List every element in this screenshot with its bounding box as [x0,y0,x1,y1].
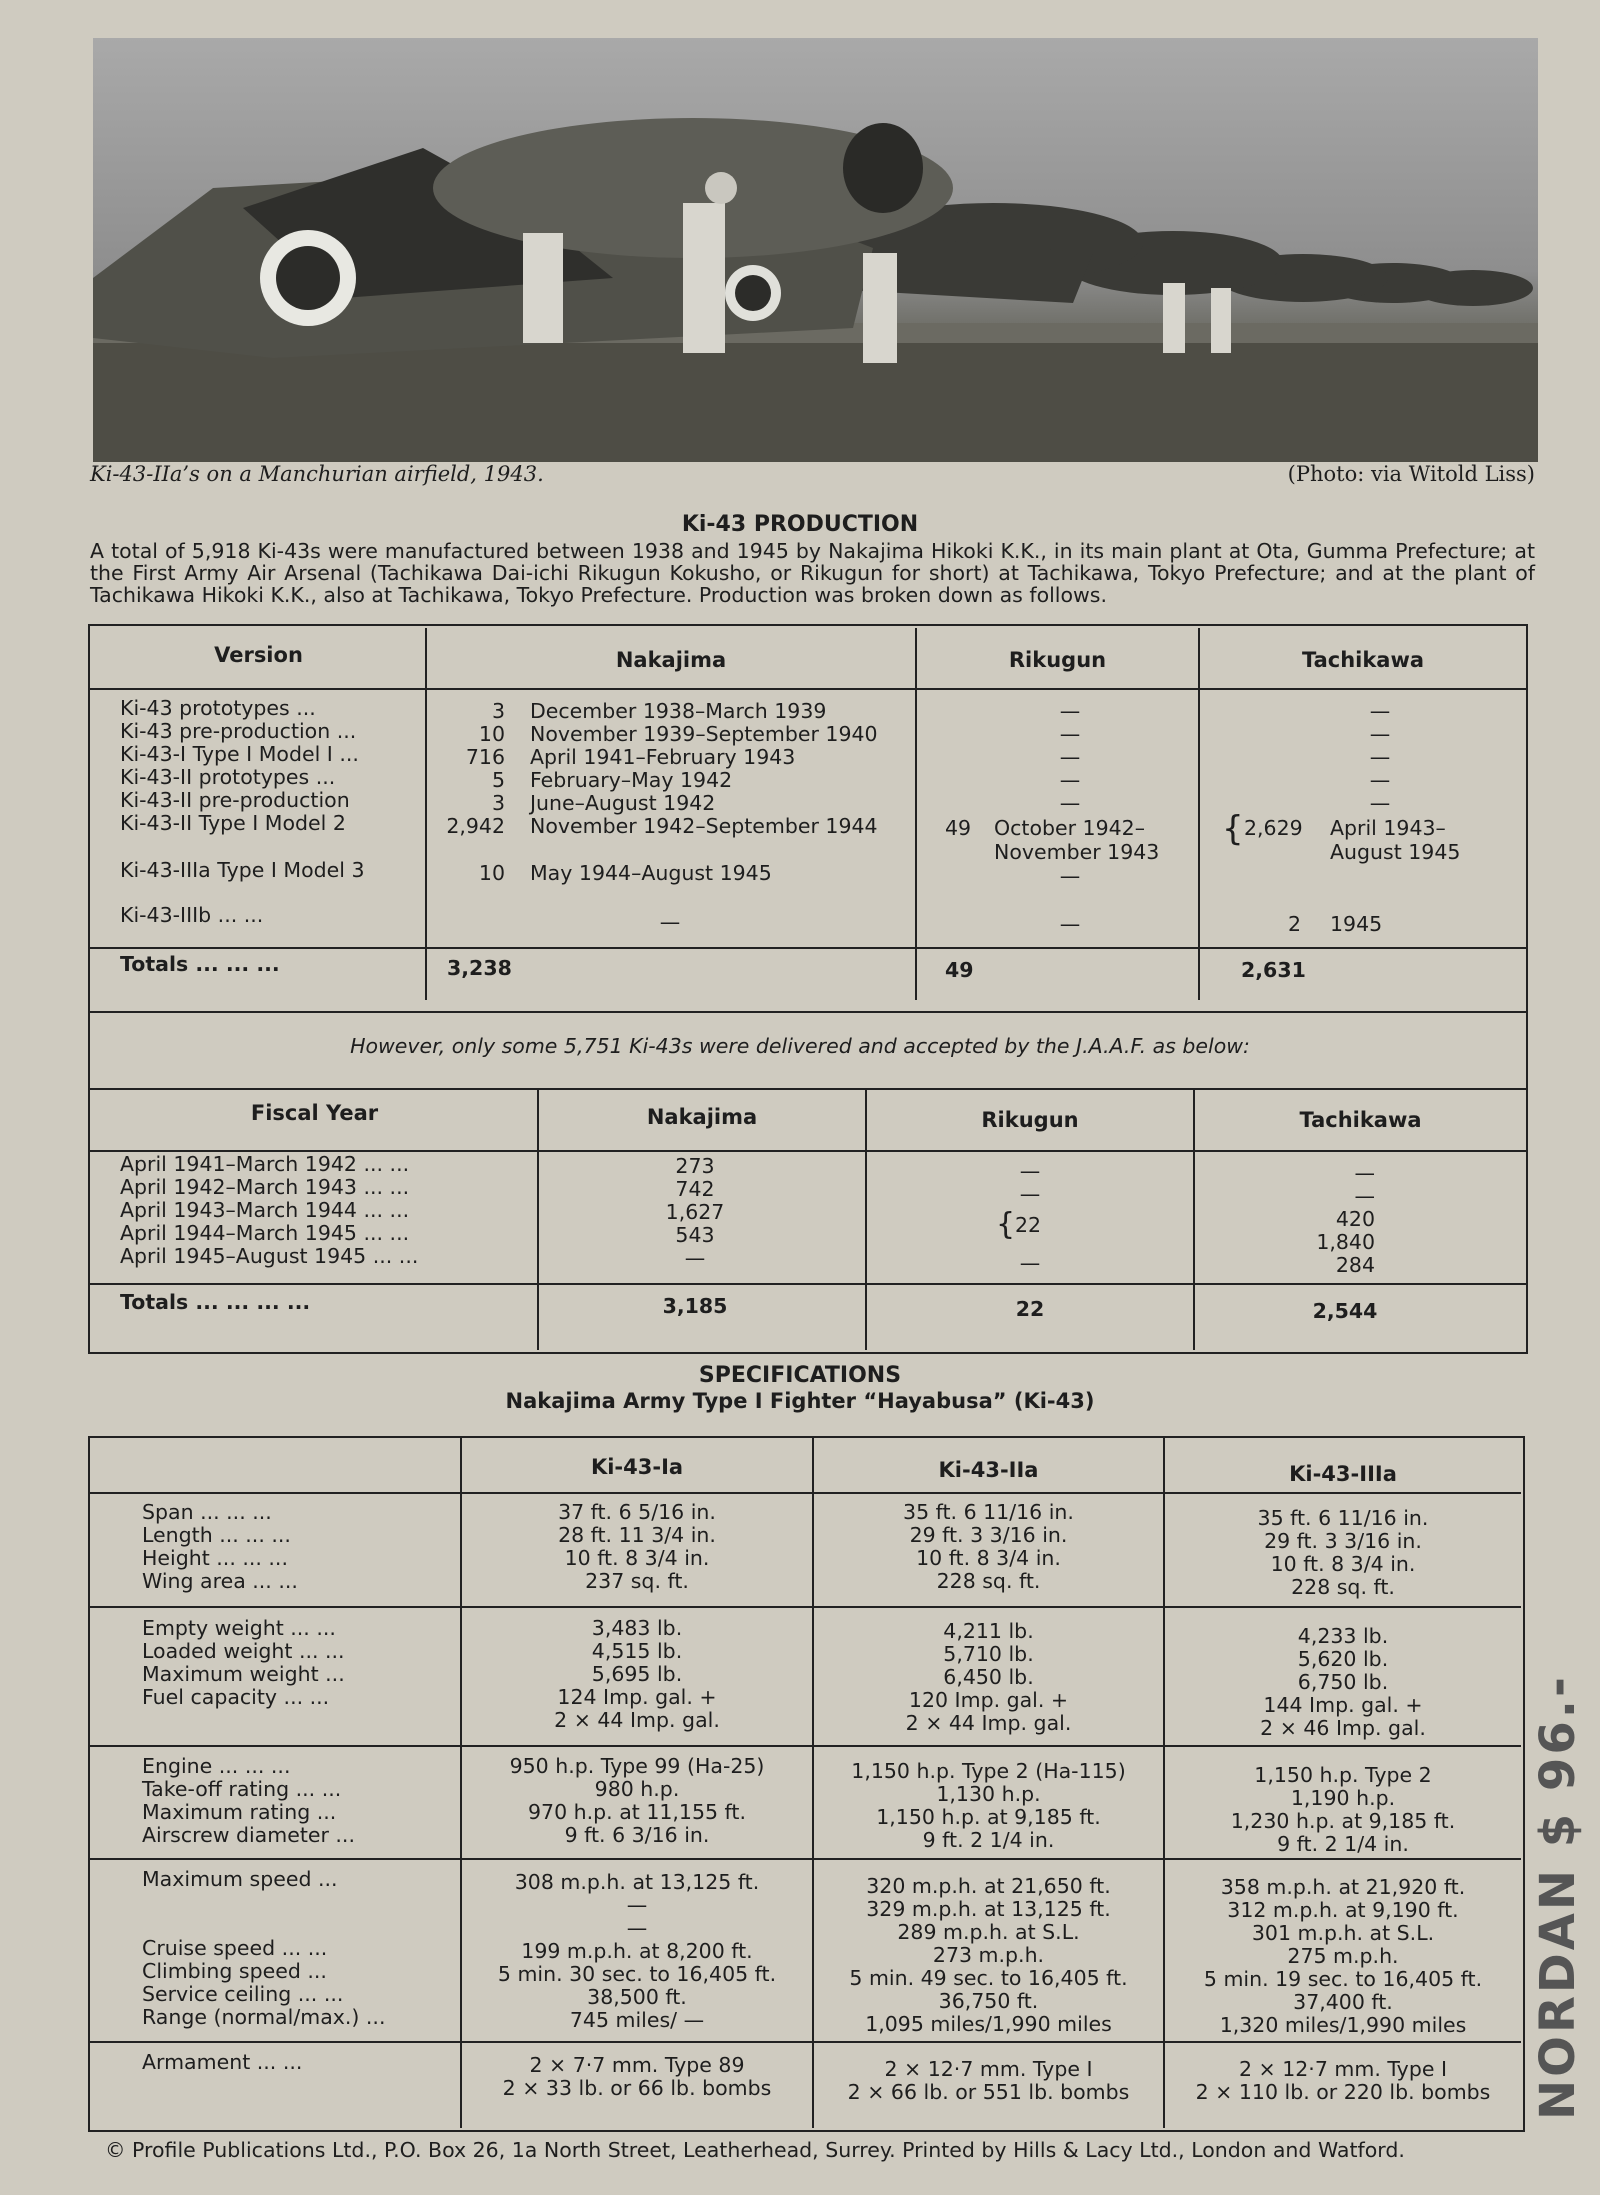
photo-credit: (Photo: via Witold Liss) [1287,462,1535,486]
spec-value: 5,695 lb. [591,1662,683,1686]
delivery-cell: 1,840 [1316,1230,1375,1254]
delivery-rikugun-qty: 22 [1015,1213,1042,1237]
publisher-footer: © Profile Publications Ltd., P.O. Box 26, 1a North Street, Leatherhead, Surrey. Printed by Hills & Lacy Ltd., London and Watford. [105,2138,1405,2162]
spec-label: Empty weight ... ... [142,1616,336,1640]
dash-cell: — [1059,791,1081,815]
spec-iiia-dimensions [1165,1507,1521,1599]
dash-cell: — [1369,768,1391,792]
spec-value: 9 ft. 2 1/4 in. [1277,1832,1409,1856]
nakajima-qty-list [430,700,505,885]
tachikawa-dash-list [1340,700,1420,815]
spec-value: 745 miles/ — [569,2008,705,2032]
fiscal-year-row: April 1941–March 1942 ... ... [120,1152,410,1176]
spec-label: Cruise speed ... ... [142,1936,328,1960]
delivery-cell: 1,627 [665,1200,725,1224]
spec-value: 312 m.p.h. at 9,190 ft. [1227,1898,1459,1922]
spec-value: 308 m.p.h. at 13,125 ft. [514,1870,760,1894]
dash-cell: — [1369,699,1391,723]
col-header-delivery-rikugun: Rikugun [981,1108,1079,1132]
delivery-cell: — [1354,1184,1375,1208]
version-row: Ki-43-II prototypes ... [120,765,336,789]
col-header-delivery-tachikawa: Tachikawa [1299,1108,1422,1132]
spec-value: 1,150 h.p. Type 2 (Ha-115) [851,1759,1126,1783]
spec-value: 980 h.p. [594,1777,680,1801]
price-stamp: NORDAN $ 96.- [1530,1674,1586,2120]
spec-label: Fuel capacity ... ... [142,1685,330,1709]
spec-label: Service ceiling ... ... [142,1982,344,2006]
spec-value: 4,211 lb. [943,1619,1034,1643]
spec-label: Wing area ... ... [142,1569,298,1593]
fiscal-year-row: April 1943–March 1944 ... ... [120,1198,410,1222]
tachikawa-qty: 2,629 [1244,816,1303,840]
nakajima-iiib-dash: — [659,910,681,934]
spec-label: Loaded weight ... ... [142,1639,345,1663]
spec-labels-weights [142,1617,345,1709]
col-header-ki43-ia: Ki-43-Ia [590,1455,684,1479]
spec-iia-armament [814,2058,1163,2104]
spec-label: Climbing speed ... [142,1959,327,1983]
spec-value: 5,710 lb. [943,1642,1034,1666]
delivery-cell: — [1354,1161,1375,1185]
spec-value: 301 m.p.h. at S.L. [1251,1921,1435,1945]
rikugun-iiia-dash: — [1059,864,1081,888]
rikugun-dash-list [1030,700,1110,815]
period-cell: April 1941–February 1943 [530,745,796,769]
spec-ia-performance [462,1871,812,2032]
spec-value: 1,130 h.p. [936,1782,1041,1806]
nakajima-period-list [530,700,878,885]
spec-ia-engine [462,1755,812,1847]
spec-label: Range (normal/max.) ... [142,2005,386,2029]
spec-labels-engine [142,1755,355,1847]
spec-value: 10 ft. 8 3/4 in. [564,1546,710,1570]
fiscal-year-row: April 1944–March 1945 ... ... [120,1221,410,1245]
delivery-rikugun-brace: { [996,1207,1016,1242]
spec-label: Engine ... ... ... [142,1754,291,1778]
tachikawa-iiib-qty: 2 [1288,912,1302,936]
production-totals-label: Totals ... ... ... [120,952,280,976]
version-row: Ki-43-IIIa Type I Model 3 [120,858,365,882]
spec-value: 35 ft. 6 11/16 in. [903,1500,1074,1524]
delivery-cell: — [1019,1159,1041,1183]
spec-label: Maximum weight ... [142,1662,345,1686]
spec-value: 320 m.p.h. at 21,650 ft. [866,1874,1111,1898]
tachikawa-iiib-year: 1945 [1330,912,1383,936]
col-header-rikugun: Rikugun [1008,648,1107,672]
spec-value: 1,320 miles/1,990 miles [1219,2013,1467,2037]
tachikawa-period-1: April 1943– [1330,816,1446,840]
spec-iiia-armament [1165,2058,1521,2104]
spec-value: 1,150 h.p. Type 2 [1254,1763,1432,1787]
spec-value: 4,233 lb. [1297,1624,1389,1648]
qty-cell: 3 [491,791,505,815]
spec-value: 29 ft. 3 3/16 in. [909,1523,1068,1547]
version-row: Ki-43-IIIb ... ... [120,903,264,927]
version-row: Ki-43-II pre-production [120,788,350,812]
dash-cell: — [1369,791,1391,815]
spec-value: 329 m.p.h. at 13,125 ft. [866,1897,1111,1921]
spec-value: 199 m.p.h. at 8,200 ft. [521,1939,753,1963]
production-title: Ki-43 PRODUCTION [681,512,919,537]
spec-value: 10 ft. 8 3/4 in. [916,1546,1061,1570]
fiscal-year-row: April 1945–August 1945 ... ... [120,1244,419,1268]
version-row: Ki-43-II Type I Model 2 [120,811,346,835]
spec-value: 358 m.p.h. at 21,920 ft. [1220,1875,1466,1899]
spec-iiia-engine [1165,1764,1521,1856]
delivery-totals-label: Totals ... ... ... ... [120,1290,311,1314]
spec-value: 1,230 h.p. at 9,185 ft. [1230,1809,1456,1833]
dash-cell: — [1059,768,1081,792]
spec-value: 970 h.p. at 11,155 ft. [528,1800,746,1824]
spec-labels-dimensions [142,1501,298,1593]
qty-cell: 716 [465,745,505,769]
spec-value: — [626,1916,648,1940]
qty-cell: 3 [491,699,505,723]
spec-ia-weights [462,1617,812,1732]
spec-iia-dimensions [814,1501,1163,1593]
col-header-version: Version [214,643,303,667]
rikugun-period-1: October 1942– [994,816,1145,840]
period-cell: November 1942–September 1944 [530,814,878,838]
spec-value: 2 × 46 Imp. gal. [1260,1716,1426,1740]
spec-value: 5 min. 49 sec. to 16,405 ft. [849,1966,1128,1990]
col-header-delivery-nakajima: Nakajima [646,1105,758,1129]
delivery-cell: 742 [675,1177,715,1201]
col-header-ki43-iia: Ki-43-IIa [938,1458,1039,1482]
spec-value: 2 × 33 lb. or 66 lb. bombs [502,2076,772,2100]
spec-value: 228 sq. ft. [1291,1575,1395,1599]
spec-label: Height ... ... ... [142,1546,288,1570]
qty-cell: 10 [478,722,505,746]
tachikawa-brace: { [1222,809,1244,849]
specs-title: SPECIFICATIONS [698,1363,902,1388]
spec-value: 37 ft. 6 5/16 in. [558,1500,716,1524]
production-total-rikugun: 49 [945,958,974,982]
period-cell: November 1939–September 1940 [530,722,878,746]
spec-value: — [626,1893,648,1917]
delivery-total-nakajima: 3,185 [662,1294,728,1318]
period-cell: June–August 1942 [530,791,716,815]
spec-label: Maximum rating ... [142,1800,337,1824]
qty-cell: 2,942 [446,814,505,838]
spec-iia-engine [814,1760,1163,1852]
spec-value: 9 ft. 2 1/4 in. [922,1828,1055,1852]
airfield-photo [93,38,1538,462]
version-row: Ki-43-I Type I Model I ... [120,742,359,766]
spec-iiia-performance [1165,1876,1521,2037]
spec-value: 4,515 lb. [591,1639,683,1663]
spec-value: 144 Imp. gal. + [1263,1693,1423,1717]
spec-iia-weights [814,1620,1163,1735]
delivery-cell: 543 [675,1223,715,1247]
tachikawa-period-2: August 1945 [1330,840,1461,864]
delivered-note: However, only some 5,751 Ki-43s were delivered and accepted by the J.A.A.F. as below: [350,1034,1250,1058]
spec-iia-performance [814,1875,1163,2036]
delivery-cell: — [1019,1182,1041,1206]
version-list [120,697,365,927]
delivery-cell: 284 [1335,1253,1375,1277]
spec-value: 120 Imp. gal. + [908,1688,1069,1712]
qty-cell: 10 [478,861,505,885]
production-total-nakajima: 3,238 [447,956,512,980]
spec-value: 38,500 ft. [587,1985,687,2009]
col-header-fiscal-year: Fiscal Year [250,1101,379,1125]
version-row: Ki-43 prototypes ... [120,696,316,720]
spec-value: 10 ft. 8 3/4 in. [1270,1552,1416,1576]
spec-value: 1,190 h.p. [1290,1786,1396,1810]
spec-labels-performance [142,1868,385,2029]
spec-value: 35 ft. 6 11/16 in. [1257,1506,1429,1530]
fiscal-year-row: April 1942–March 1943 ... ... [120,1175,410,1199]
spec-value: 5,620 lb. [1297,1647,1389,1671]
production-intro: A total of 5,918 Ki-43s were manufactured between 1938 and 1945 by Nakajima Hikoki K.K., in its main plant at Ota, Gumma Prefecture; at the First Army Air Arsenal (Tachikawa Dai-ichi Rikugun Kokusho, or Rikugun for short) at Tachikawa, Tokyo Prefecture; and at the plant of Tachikawa Hikoki K.K., also at Tachikawa, Tokyo Prefecture. Production was broken down as follows. [90,539,1535,607]
spec-value: 6,750 lb. [1297,1670,1389,1694]
spec-value: 273 m.p.h. [932,1943,1045,1967]
col-header-ki43-iiia: Ki-43-IIIa [1289,1462,1397,1486]
spec-value: 950 h.p. Type 99 (Ha-25) [509,1754,765,1778]
aircraft-lineup-illustration [93,38,1538,462]
spec-value: 1,150 h.p. at 9,185 ft. [876,1805,1101,1829]
spec-value: 289 m.p.h. at S.L. [897,1920,1080,1944]
rikugun-iiib-dash: — [1059,912,1081,936]
spec-value: 237 sq. ft. [585,1569,689,1593]
period-cell: May 1944–August 1945 [530,861,772,885]
spec-label: Span ... ... ... [142,1500,272,1524]
spec-value: 5 min. 19 sec. to 16,405 ft. [1203,1967,1483,1991]
spec-value: 2 × 66 lb. or 551 lb. bombs [847,2080,1130,2104]
rikugun-qty: 49 [945,816,972,840]
spec-ia-armament [462,2054,812,2100]
spec-value: 124 Imp. gal. + [557,1685,717,1709]
spec-value: 29 ft. 3 3/16 in. [1264,1529,1422,1553]
fiscal-year-list [120,1153,418,1268]
qty-cell: 5 [491,768,505,792]
spec-value: 9 ft. 6 3/16 in. [564,1823,710,1847]
spec-value: 275 m.p.h. [1287,1944,1399,1968]
col-header-tachikawa: Tachikawa [1301,648,1425,672]
spec-value: 28 ft. 11 3/4 in. [558,1523,716,1547]
delivery-total-rikugun: 22 [1015,1297,1045,1321]
dash-cell: — [1369,745,1391,769]
production-total-tachikawa: 2,631 [1241,958,1306,982]
delivery-cell: — [684,1246,706,1270]
spec-value: 228 sq. ft. [936,1569,1041,1593]
spec-label: Armament ... ... [142,2050,303,2074]
delivery-cell: 420 [1335,1207,1375,1231]
spec-value: 37,400 ft. [1293,1990,1393,2014]
spec-value: 5 min. 30 sec. to 16,405 ft. [497,1962,777,1986]
delivery-nakajima-list [640,1155,750,1270]
spec-value: 2 × 110 lb. or 220 lb. bombs [1195,2080,1491,2104]
specs-subtitle: Nakajima Army Type I Fighter “Hayabusa” (Ki-43) [505,1389,1095,1413]
rikugun-period-2: November 1943 [994,840,1160,864]
spec-label: Airscrew diameter ... [142,1823,355,1847]
spec-value: 2 × 44 Imp. gal. [905,1711,1072,1735]
spec-value: 3,483 lb. [591,1616,683,1640]
spec-value: 36,750 ft. [938,1989,1039,2013]
spec-ia-dimensions [462,1501,812,1593]
spec-value: 2 × 12·7 mm. Type I [1238,2057,1448,2081]
spec-value: 2 × 7·7 mm. Type 89 [529,2053,745,2077]
dash-cell: — [1059,722,1081,746]
period-cell: February–May 1942 [530,768,733,792]
dash-cell: — [1059,745,1081,769]
spec-labels-armament [142,2051,302,2074]
delivery-total-tachikawa: 2,544 [1312,1299,1378,1323]
spec-label: Maximum speed ... [142,1867,338,1891]
spec-label: Length ... ... ... [142,1523,291,1547]
period-cell: December 1938–March 1939 [530,699,827,723]
delivery-tachikawa-list [1300,1162,1375,1277]
spec-value: 2 × 12·7 mm. Type I [884,2057,1093,2081]
spec-value: 6,450 lb. [943,1665,1034,1689]
delivery-cell: — [1019,1251,1041,1275]
version-row: Ki-43 pre-production ... [120,719,357,743]
spec-label: Take-off rating ... ... [142,1777,342,1801]
spec-value: 1,095 miles/1,990 miles [865,2012,1112,2036]
photo-caption: Ki-43-IIa’s on a Manchurian airfield, 1943. [90,462,544,486]
spec-value: 2 × 44 Imp. gal. [554,1708,720,1732]
dash-cell: — [1059,699,1081,723]
delivery-cell: 273 [675,1154,715,1178]
spec-iiia-weights [1165,1625,1521,1740]
dash-cell: — [1369,722,1391,746]
col-header-nakajima: Nakajima [615,648,727,672]
